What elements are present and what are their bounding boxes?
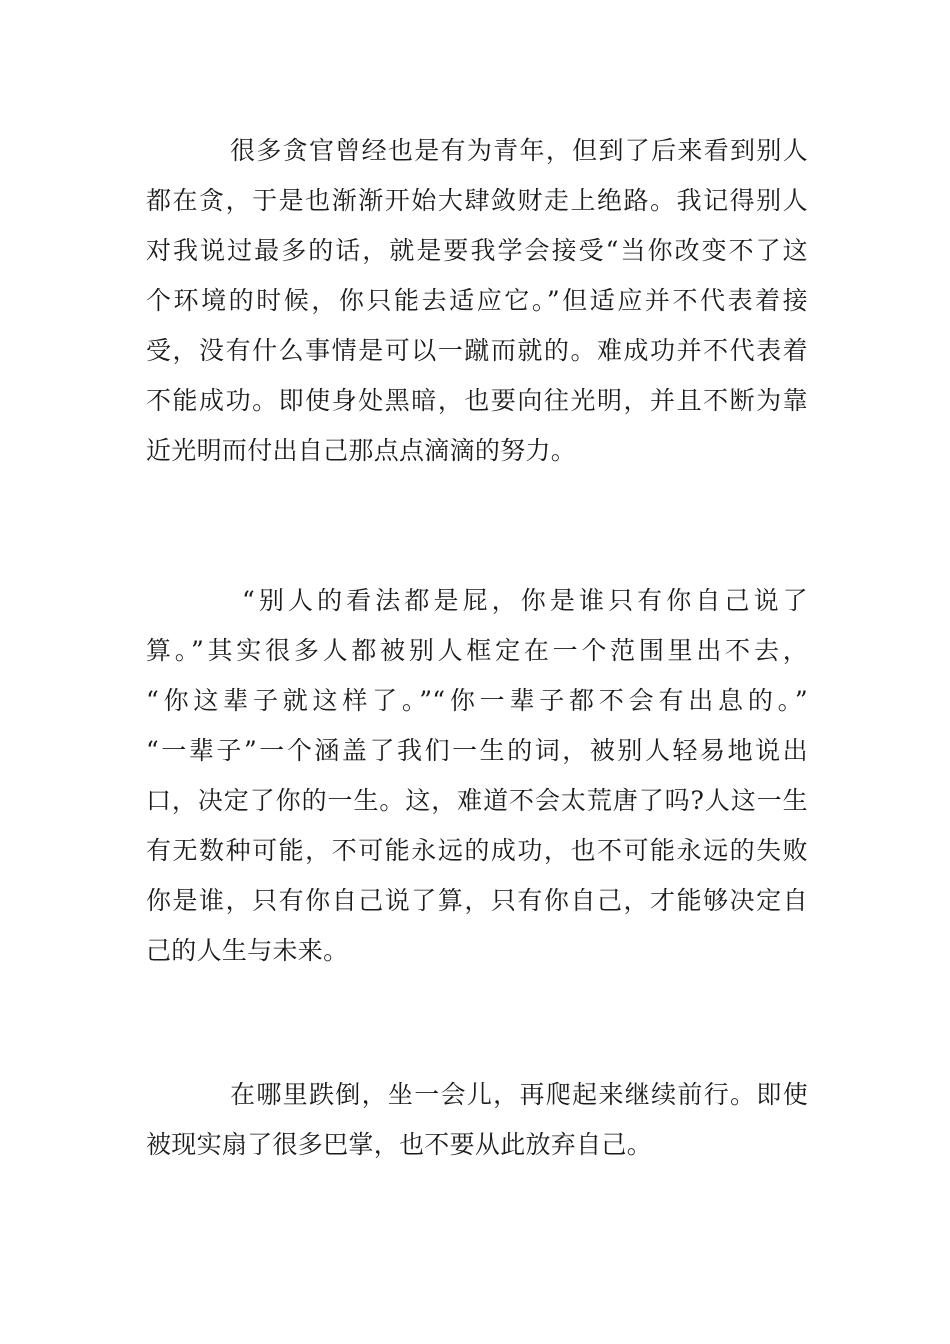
paragraph-line: 很多贪官曾经也是有为青年，但到了后来看到别人 [230,136,808,165]
paragraph-line: 口，决定了你的一生。这，难道不会太荒唐了吗?人这一生 [146,786,808,815]
paragraph-line: “你这辈子就这样了。”“你一辈子都不会有出息的。” [146,686,808,715]
paragraph-3 [146,1070,808,1170]
paragraph-line: 对我说过最多的话，就是要我学会接受“当你改变不了这 [146,236,808,265]
paragraph-line: 不能成功。即使身处黑暗，也要向往光明，并且不断为靠 [146,386,808,415]
paragraph-line: 都在贪，于是也渐渐开始大肆敛财走上绝路。我记得别人 [146,186,808,215]
paragraph-line: 受，没有什么事情是可以一蹴而就的。难成功并不代表着 [146,336,808,365]
paragraph-line: 近光明而付出自己那点点滴滴的努力。 [146,436,577,465]
paragraph-2 [146,576,808,976]
paragraph-line: 有无数种可能，不可能永远的成功，也不可能永远的失败 [146,836,808,865]
paragraph-line: “一辈子”一个涵盖了我们一生的词，被别人轻易地说出 [146,736,808,765]
paragraph-line: 在哪里跌倒，坐一会儿，再爬起来继续前行。即使 [230,1080,808,1109]
paragraph-line: 被现实扇了很多巴掌，也不要从此放弃自己。 [146,1130,653,1159]
paragraph-line: 算。”其实很多人都被别人框定在一个范围里出不去， [146,636,808,665]
paragraph-line: “别人的看法都是屁，你是谁只有你自己说了 [242,586,808,615]
paragraph-line: 你是谁，只有你自己说了算，只有你自己，才能够决定自 [146,886,808,915]
paragraph-1 [146,126,808,476]
paragraph-line: 己的人生与未来。 [146,936,349,965]
paragraph-line: 个环境的时候，你只能去适应它。”但适应并不代表着接 [146,286,808,315]
